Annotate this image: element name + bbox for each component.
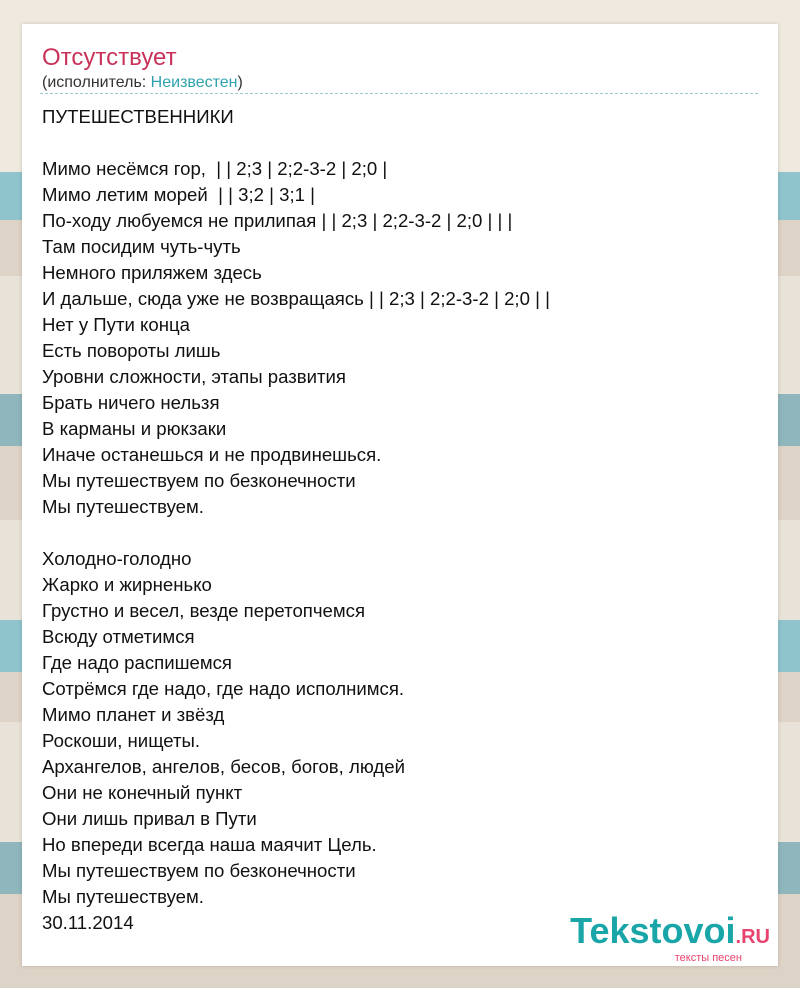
artist-prefix: (исполнитель: xyxy=(42,74,151,91)
lyrics-line: Иначе останешься и не продвинешься. xyxy=(42,444,382,465)
lyrics-line: Там посидим чуть-чуть xyxy=(42,236,241,257)
logo-domain: .RU xyxy=(735,926,770,948)
artist-line xyxy=(42,74,243,92)
lyrics-line: Мимо несёмся гор, | | 2;3 | 2;2-3-2 | 2;0 | xyxy=(42,158,388,179)
lyrics-card xyxy=(22,24,778,966)
lyrics-line xyxy=(42,130,762,156)
lyrics-line: Немного приляжем здесь xyxy=(42,262,262,283)
lyrics-line: Сотрёмся где надо, где надо исполнимся. xyxy=(42,678,405,699)
divider xyxy=(40,93,758,94)
lyrics-line: Мимо планет и звёзд xyxy=(42,704,225,725)
lyrics-line: Уровни сложности, этапы развития xyxy=(42,366,346,387)
lyrics-line: Брать ничего нельзя xyxy=(42,392,220,413)
lyrics-line: Но впереди всегда наша маячит Цель. xyxy=(42,834,377,855)
lyrics-line: Жарко и жирненько xyxy=(42,574,212,595)
song-title: Отсутствует xyxy=(42,44,177,71)
tekstovoi-logo[interactable] xyxy=(570,912,770,964)
lyrics-line: Они лишь привал в Пути xyxy=(42,808,257,829)
lyrics-line: Роскоши, нищеты. xyxy=(42,730,201,751)
lyrics-line xyxy=(42,520,762,546)
lyrics-line: Архангелов, ангелов, бесов, богов, людей xyxy=(42,756,405,777)
lyrics-text xyxy=(42,104,762,936)
logo-main-text: Tekstovoi xyxy=(570,910,736,951)
artist-link[interactable]: Неизвестен xyxy=(150,74,238,91)
lyrics-line: Холодно-голодно xyxy=(42,548,192,569)
lyrics-line: И дальше, сюда уже не возвращаясь | | 2;3 | 2;2-3-2 | 2;0 | | xyxy=(42,288,550,309)
lyrics-line: По-ходу любуемся не прилипая | | 2;3 | 2;2-3-2 | 2;0 | | | xyxy=(42,210,513,231)
lyrics-line: Нет у Пути конца xyxy=(42,314,190,335)
logo-tagline: тексты песен xyxy=(674,952,742,964)
lyrics-line: Мы путешествуем по безконечности xyxy=(42,860,356,881)
lyrics-line: Мы путешествуем по безконечности xyxy=(42,470,356,491)
lyrics-line: Мы путешествуем. xyxy=(42,886,204,907)
lyrics-line: Мы путешествуем. xyxy=(42,496,204,517)
logo-wordmark xyxy=(570,912,770,956)
lyrics-line: Они не конечный пункт xyxy=(42,782,243,803)
lyrics-line: Всюду отметимся xyxy=(42,626,195,647)
lyrics-line: Грустно и весел, везде перетопчемся xyxy=(42,600,366,621)
lyrics-line: В карманы и рюкзаки xyxy=(42,418,227,439)
lyrics-line: Есть повороты лишь xyxy=(42,340,221,361)
lyrics-date: 30.11.2014 xyxy=(42,912,134,933)
lyrics-line: Где надо распишемся xyxy=(42,652,232,673)
lyrics-line: Мимо летим морей | | 3;2 | 3;1 | xyxy=(42,184,315,205)
lyrics-line: ПУТЕШЕСТВЕННИКИ xyxy=(42,106,234,127)
artist-suffix: ) xyxy=(237,74,243,91)
